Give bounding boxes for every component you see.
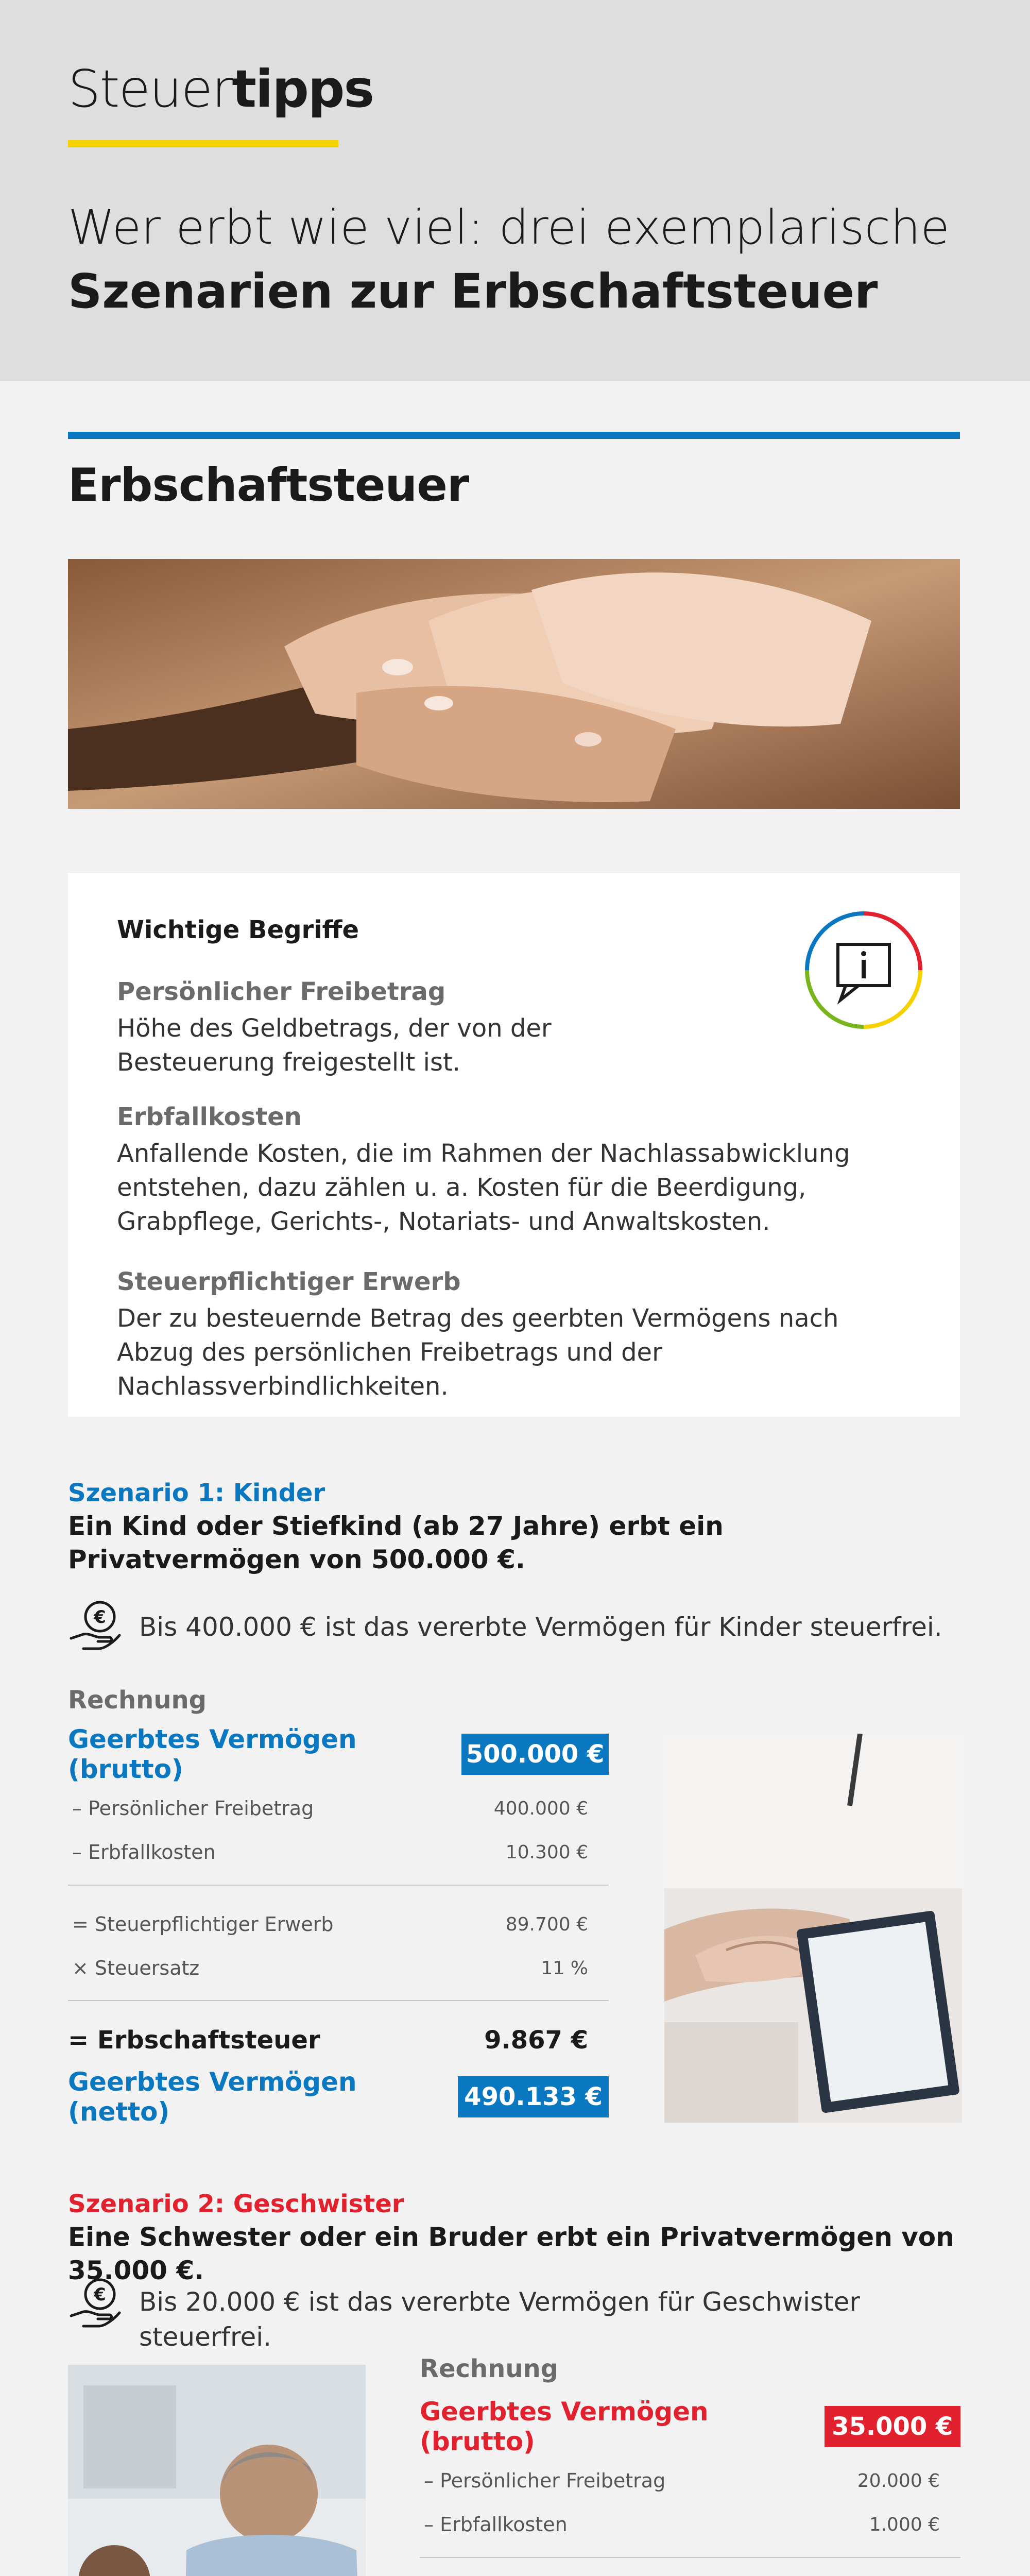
- tax-label: = Erbschaftsteuer: [68, 2026, 320, 2055]
- money-hand-icon: [68, 2275, 125, 2331]
- brand-bold: tipps: [232, 59, 373, 119]
- freibetrag-value: 20.000 €: [857, 2470, 940, 2492]
- freibetrag-value: 400.000 €: [493, 1798, 588, 1819]
- term-name: Persönlicher Freibetrag: [117, 977, 446, 1006]
- freibetrag-label: – Persönlicher Freibetrag: [424, 2469, 666, 2492]
- term-freibetrag: [117, 977, 889, 1079]
- erbfall-row: [420, 2504, 960, 2545]
- svg-text:€: €: [94, 2284, 106, 2305]
- erwerb-label: = Steuerpflichtiger Erwerb: [72, 1913, 334, 1936]
- scenario-2-photo-consultation: [68, 2365, 366, 2576]
- brutto-label: Geerbtes Vermögen (brutto): [68, 1724, 357, 1784]
- term-name: Steuerpflichtiger Erwerb: [117, 1267, 461, 1296]
- freibetrag-label: – Persönlicher Freibetrag: [72, 1797, 314, 1820]
- scenario-1-calculation: [68, 1724, 609, 2127]
- brand-underline: [68, 140, 338, 147]
- divider: [68, 1885, 609, 1886]
- erbfall-label: – Erbfallkosten: [424, 2513, 568, 2536]
- section-rule: [68, 432, 960, 439]
- satz-row: [68, 1947, 609, 1989]
- term-text: Höhe des Geldbetrags, der von der Besteuerung freigestellt ist.: [117, 1014, 552, 1077]
- term-erwerb: [117, 1267, 889, 1404]
- scenario-2-description: Eine Schwester oder ein Bruder erbt ein Privatvermögen von 35.000 €.: [68, 2222, 954, 2285]
- erwerb-value: 89.700 €: [505, 1913, 588, 1935]
- scenario-1-label: Szenario 1: Kinder: [68, 1479, 325, 1507]
- brutto-row: [420, 2397, 960, 2456]
- brutto-value: 35.000 €: [825, 2406, 960, 2447]
- svg-text:€: €: [94, 1607, 106, 1628]
- scenario-2-calc-title: Rechnung: [420, 2354, 559, 2383]
- scenario-1-description: Ein Kind oder Stiefkind (ab 27 Jahre) erbt ein Privatvermögen von 500.000 €.: [68, 1511, 724, 1574]
- tax-row: [68, 2017, 609, 2063]
- erbfall-row: [68, 1832, 609, 1873]
- netto-label: Geerbtes Vermögen (netto): [68, 2067, 357, 2127]
- term-text: Anfallende Kosten, die im Rahmen der Nachlassabwicklung entstehen, dazu zählen u. a. Kosten für die Beerdigung, Grabpflege, Gerichts-, Notariats- und Anwaltskosten.: [117, 1139, 850, 1236]
- satz-value: 11 %: [541, 1957, 588, 1979]
- scenario-1-hint: Bis 400.000 € ist das vererbte Vermögen für Kinder steuerfrei.: [139, 1612, 942, 1642]
- scenario-1-photo-hand: [664, 1734, 962, 2123]
- scenario-2-hint: Bis 20.000 € ist das vererbte Vermögen für Geschwister steuerfrei.: [139, 2287, 860, 2352]
- headline-line-2: Szenarien zur Erbschaftsteuer: [68, 264, 878, 319]
- scenario-1-calc-title: Rechnung: [68, 1686, 207, 1715]
- brand-logo: [68, 61, 373, 117]
- divider: [68, 2000, 609, 2001]
- brutto-row: [68, 1724, 609, 1784]
- netto-value: 490.133 €: [458, 2076, 609, 2117]
- term-name: Erbfallkosten: [117, 1103, 302, 1131]
- tax-value: 9.867 €: [484, 2026, 588, 2055]
- divider: [420, 2557, 960, 2558]
- terms-box: [68, 873, 960, 1417]
- hero-photo-hands: [68, 559, 960, 809]
- netto-row: [68, 2067, 609, 2127]
- brand-light: Steuer: [68, 59, 232, 119]
- erbfall-label: – Erbfallkosten: [72, 1841, 216, 1863]
- freibetrag-row: [420, 2460, 960, 2501]
- brutto-value: 500.000 €: [461, 1734, 609, 1775]
- term-erbfallkosten: [117, 1103, 889, 1239]
- erwerb-row: [68, 1904, 609, 1945]
- erbfall-value: 1.000 €: [869, 2514, 940, 2535]
- page-header: [0, 0, 1030, 381]
- terms-title: Wichtige Begriffe: [117, 916, 359, 944]
- scenario-2-calculation: [420, 2397, 960, 2576]
- brutto-label: Geerbtes Vermögen (brutto): [420, 2397, 709, 2456]
- money-hand-icon: [68, 1597, 125, 1654]
- term-text: Der zu besteuernde Betrag des geerbten Vermögens nach Abzug des persönlichen Freibetrags und der Nachlassverbindlichkeiten.: [117, 1304, 839, 1401]
- erbfall-value: 10.300 €: [505, 1841, 588, 1863]
- satz-label: × Steuersatz: [72, 1957, 200, 1979]
- scenario-2-label: Szenario 2: Geschwister: [68, 2190, 404, 2218]
- page-headline: [68, 196, 985, 324]
- freibetrag-row: [68, 1788, 609, 1829]
- section-title: Erbschaftsteuer: [68, 459, 469, 512]
- headline-line-1: Wer erbt wie viel: drei exemplarische: [68, 200, 950, 255]
